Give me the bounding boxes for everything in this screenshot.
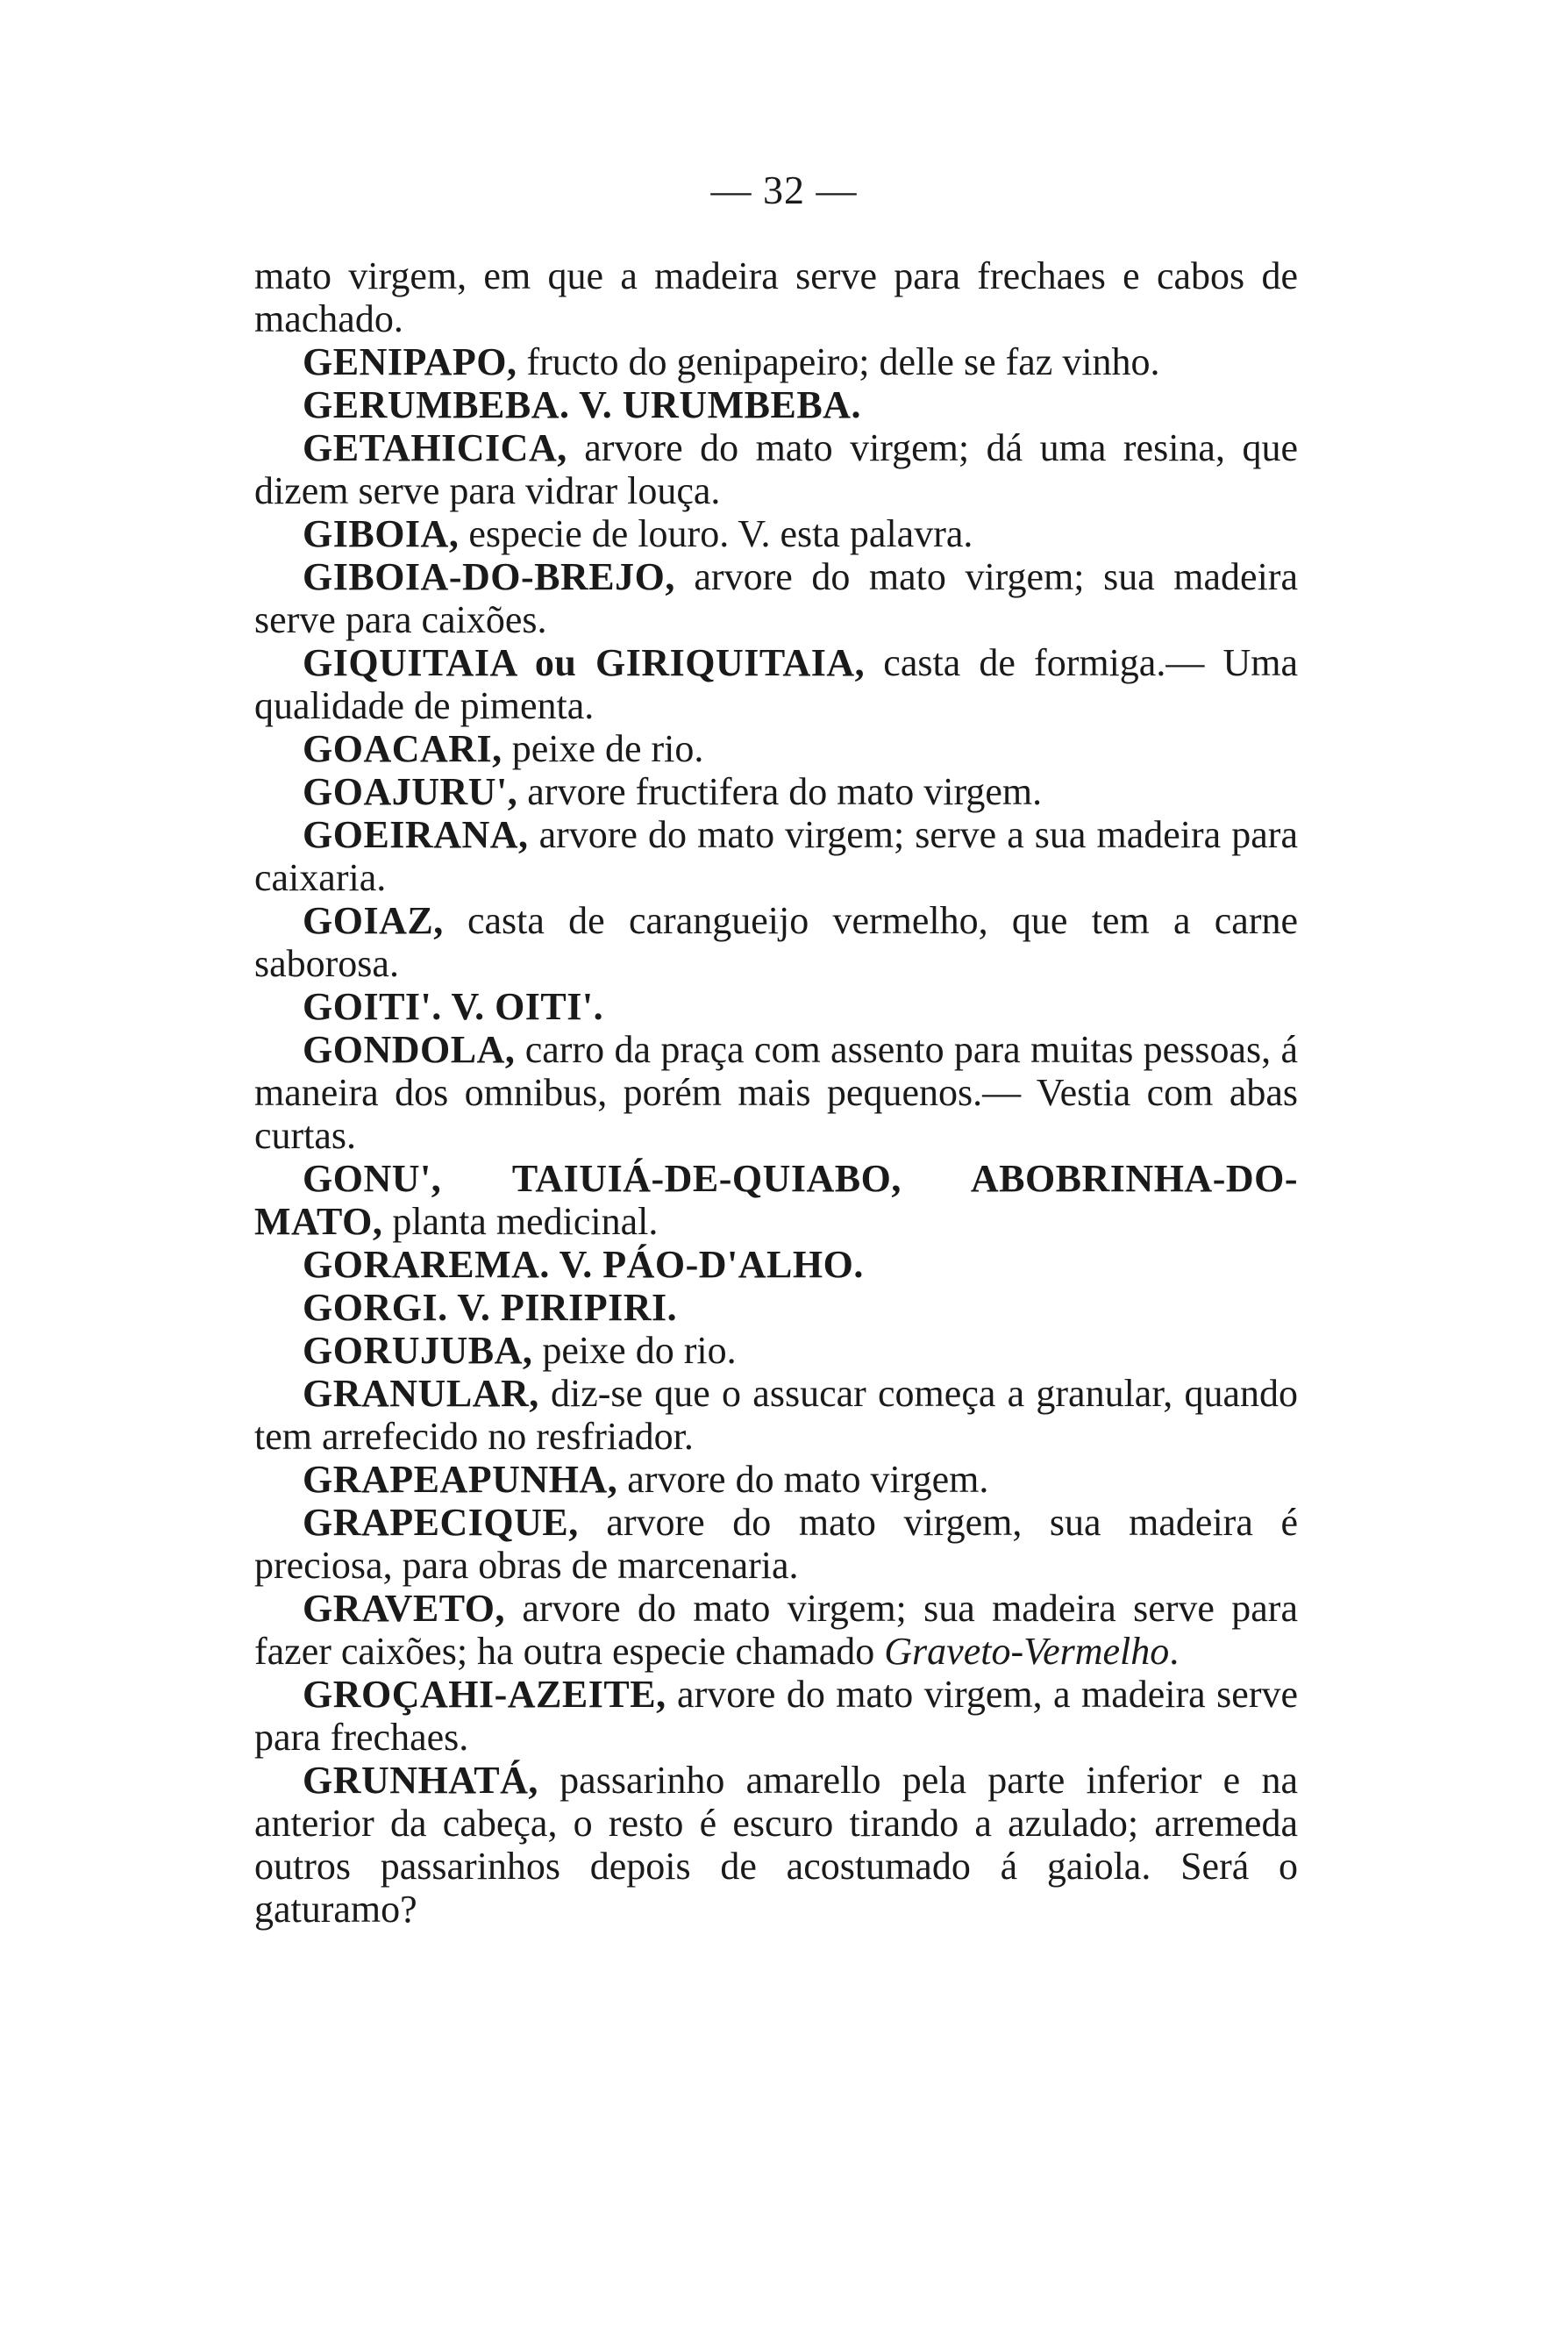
entry-text: arvore do mato virgem, sua madeira é preciosa, para obras de marcenaria. [254,1501,1298,1587]
entry-goajuru [254,770,1298,813]
page-number: — 32 — [710,168,858,212]
entry-gerumbeba [254,383,1298,426]
dictionary-text [254,254,1298,1931]
entry-head: GIBOIA, [303,512,460,555]
entry-tail: . [1169,1630,1180,1673]
entry-head: GOEIRANA, [303,813,529,856]
entry-head: GONDOLA, [303,1028,516,1071]
entry-head: GRUNHATÁ, [303,1759,538,1802]
entry-head: GETAHICICA, [303,426,567,469]
entry-head: GIBOIA-DO-BREJO, [303,555,675,598]
entry-gorujuba [254,1329,1298,1372]
entry-head: GROÇAHI-AZEITE, [303,1673,666,1716]
entry-text: arvore do mato virgem; sua madeira serve para fazer caixões; ha outra especie chamado [254,1587,1298,1673]
entry-granular [254,1372,1298,1458]
entry-text: planta medicinal. [382,1200,659,1243]
entry-head: GORGI. V. PIRIPIRI. [303,1286,678,1329]
entry-head: GRAPECIQUE, [303,1501,579,1544]
entry-giboia-do-brejo [254,555,1298,641]
entry-goiti [254,985,1298,1028]
entry-head: GORAREMA. V. PÁO-D'ALHO. [303,1243,864,1286]
entry-giboia [254,512,1298,555]
entry-text: peixe de rio. [502,727,704,770]
entry-gonu [254,1157,1298,1243]
entry-head: GRAVETO, [303,1587,506,1630]
entry-head: GOACARI, [303,727,502,770]
entry-head: GOAJURU', [303,770,518,813]
entry-text: arvore do mato virgem; serve a sua madeira para caixaria. [254,813,1298,899]
entry-goacari [254,727,1298,770]
entry-head: GONU', TAIUIÁ-DE-QUIABO, ABOBRINHA-DO-MATO, [254,1157,1298,1243]
entry-grocahi-azeite [254,1673,1298,1759]
entry-head: GOIAZ, [303,899,444,942]
entry-italic: Graveto-Vermelho [884,1630,1170,1673]
entry-text: fructo do genipapeiro; delle se faz vinho. [517,340,1160,383]
entry-text: arvore fructifera do mato virgem. [517,770,1043,813]
entry-getahicica [254,426,1298,512]
entry-head: GENIPAPO, [303,340,517,383]
entry-gorgi [254,1286,1298,1329]
entry-head: GRAPEAPUNHA, [303,1458,618,1501]
entry-grunhata [254,1759,1298,1931]
entry-head: GORUJUBA, [303,1329,533,1372]
entry-text: arvore do mato virgem; sua madeira serve para caixões. [254,555,1298,641]
entry-grapecique [254,1501,1298,1587]
entry-text: mato virgem, em que a madeira serve para frechaes e cabos de machado. [254,254,1298,340]
entry-head: GOITI'. V. OITI'. [303,985,604,1028]
entry-giquitaia [254,641,1298,727]
entry-continuation [254,254,1298,340]
entry-text: especie de louro. V. esta palavra. [459,512,973,555]
entry-goiaz [254,899,1298,985]
entry-text: arvore do mato virgem, a madeira serve para frechaes. [254,1673,1298,1759]
entry-text: passarinho amarello pela parte inferior e na anterior da cabeça, o resto é escuro tirando a azulado; arremeda outros passarinhos depois de acostumado á gaiola. Será o gaturamo? [254,1759,1298,1931]
entry-grapeapunha [254,1458,1298,1501]
entry-text: casta de carangueijo vermelho, que tem a carne saborosa. [254,899,1298,985]
entry-gorarema [254,1243,1298,1286]
entry-genipapo [254,340,1298,383]
entry-text: arvore do mato virgem; dá uma resina, que dizem serve para vidrar louça. [254,426,1298,512]
entry-head: GIQUITAIA ou GIRIQUITAIA, [303,641,866,684]
entry-text: diz-se que o assucar começa a granular, quando tem arrefecido no resfriador. [254,1372,1298,1458]
entry-text: casta de formiga.— Uma qualidade de pimenta. [254,641,1298,727]
entry-text: carro da praça com assento para muitas pessoas, á maneira dos omnibus, porém mais pequenos.— Vestia com abas curtas. [254,1028,1298,1157]
entry-head: GRANULAR, [303,1372,539,1415]
entry-head: GERUMBEBA. V. URUMBEBA. [303,383,861,426]
entry-graveto [254,1587,1298,1673]
entry-text: peixe do rio. [532,1329,737,1372]
entry-gondola [254,1028,1298,1157]
entry-text: arvore do mato virgem. [617,1458,989,1501]
entry-goeirana [254,813,1298,899]
